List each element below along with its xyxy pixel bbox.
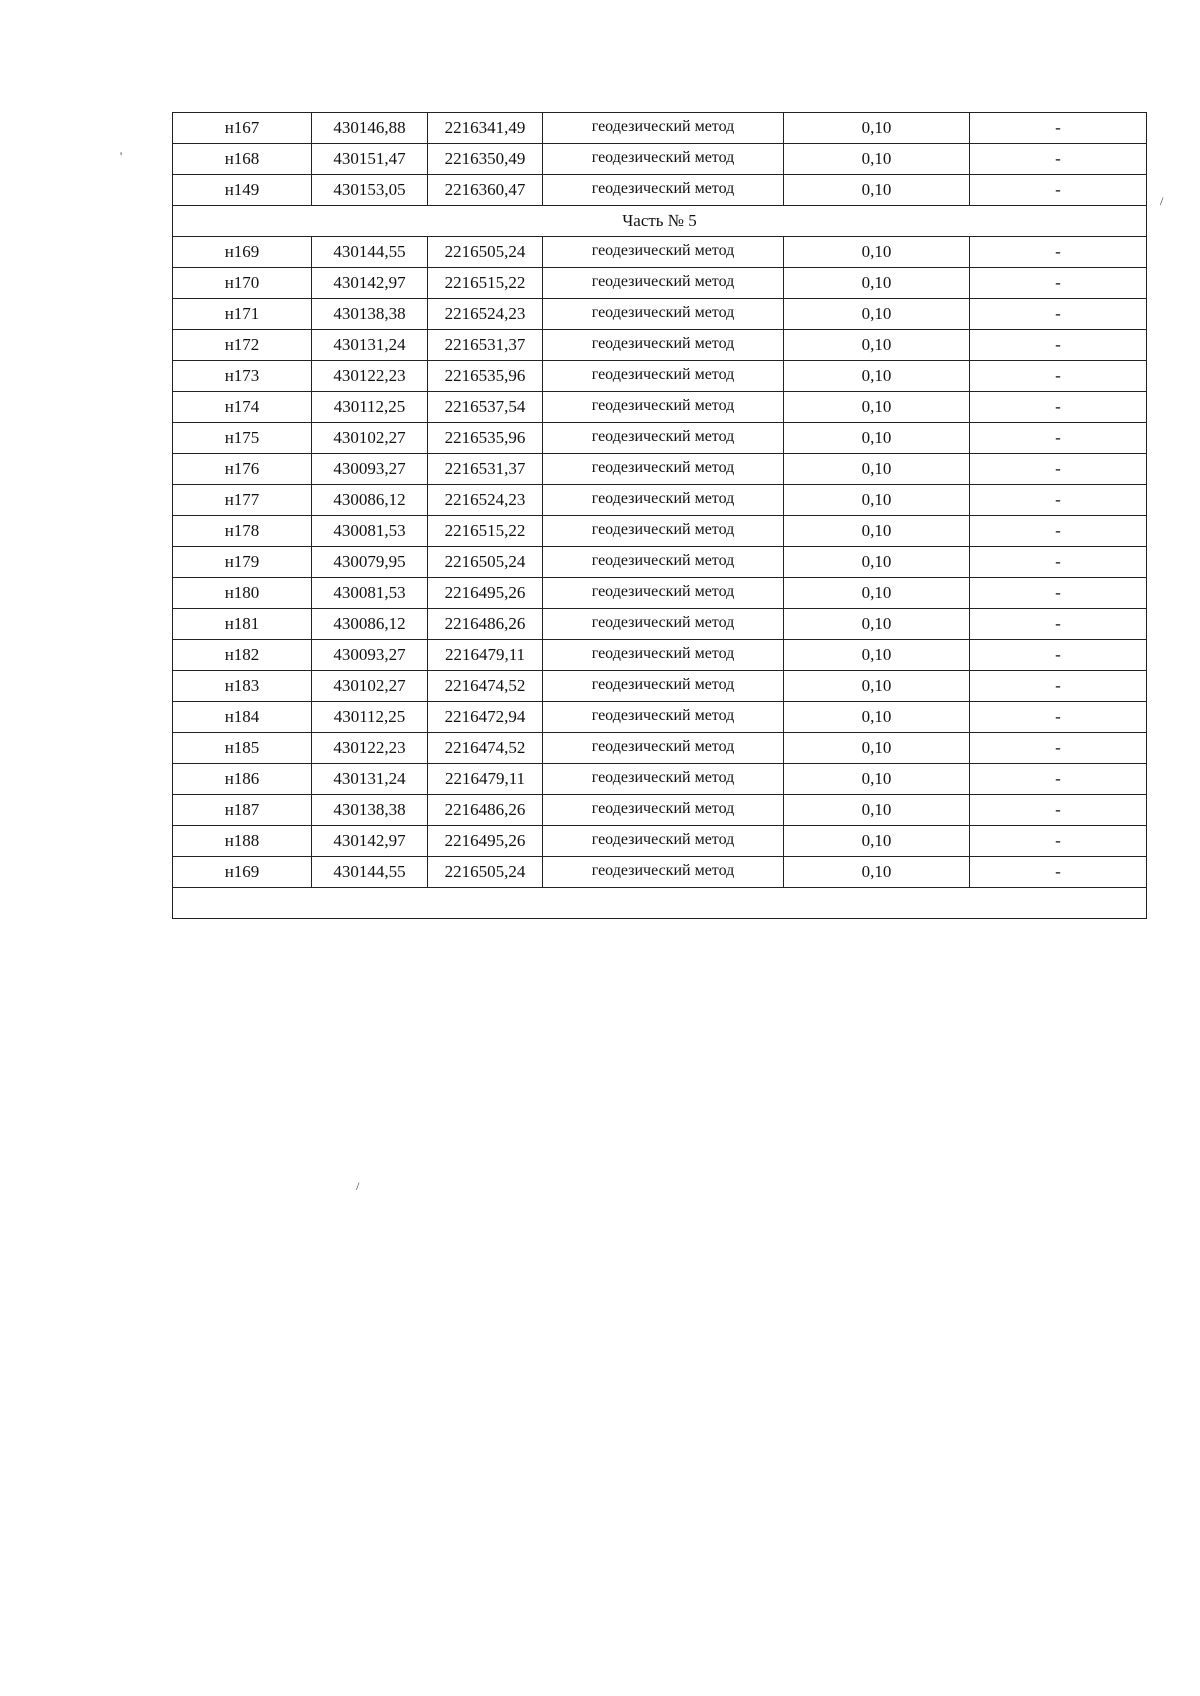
- table-row: [173, 547, 1147, 578]
- y-coordinate-cell: 2216472,94: [428, 702, 543, 733]
- accuracy-cell: 0,10: [784, 144, 970, 175]
- y-coordinate-cell: 2216350,49: [428, 144, 543, 175]
- note-cell: -: [970, 454, 1147, 485]
- point-cell: н149: [173, 175, 312, 206]
- accuracy-cell: 0,10: [784, 547, 970, 578]
- accuracy-cell: 0,10: [784, 795, 970, 826]
- point-cell: н180: [173, 578, 312, 609]
- point-cell: н176: [173, 454, 312, 485]
- note-cell: -: [970, 175, 1147, 206]
- table-body-section: [173, 206, 1147, 237]
- x-coordinate-cell: 430081,53: [312, 516, 428, 547]
- method-cell: геодезический метод: [543, 547, 784, 578]
- table-row: [173, 144, 1147, 175]
- method-cell: геодезический метод: [543, 392, 784, 423]
- coordinates-table: [172, 112, 1147, 919]
- method-cell: геодезический метод: [543, 764, 784, 795]
- table-row: [173, 113, 1147, 144]
- note-cell: -: [970, 733, 1147, 764]
- table-row: [173, 175, 1147, 206]
- y-coordinate-cell: 2216479,11: [428, 640, 543, 671]
- method-cell: геодезический метод: [543, 578, 784, 609]
- note-cell: -: [970, 237, 1147, 268]
- x-coordinate-cell: 430102,27: [312, 423, 428, 454]
- method-cell: геодезический метод: [543, 733, 784, 764]
- point-cell: н167: [173, 113, 312, 144]
- table-row: [173, 237, 1147, 268]
- note-cell: -: [970, 423, 1147, 454]
- accuracy-cell: 0,10: [784, 733, 970, 764]
- note-cell: -: [970, 795, 1147, 826]
- table-row: [173, 330, 1147, 361]
- accuracy-cell: 0,10: [784, 702, 970, 733]
- table-body-top: [173, 113, 1147, 206]
- x-coordinate-cell: 430138,38: [312, 299, 428, 330]
- table-row: [173, 857, 1147, 888]
- table-row: [173, 454, 1147, 485]
- accuracy-cell: 0,10: [784, 392, 970, 423]
- table-row: [173, 392, 1147, 423]
- method-cell: геодезический метод: [543, 268, 784, 299]
- table-row: [173, 733, 1147, 764]
- point-cell: н183: [173, 671, 312, 702]
- accuracy-cell: 0,10: [784, 361, 970, 392]
- note-cell: -: [970, 764, 1147, 795]
- accuracy-cell: 0,10: [784, 609, 970, 640]
- accuracy-cell: 0,10: [784, 485, 970, 516]
- method-cell: геодезический метод: [543, 857, 784, 888]
- table-row: [173, 671, 1147, 702]
- y-coordinate-cell: 2216515,22: [428, 516, 543, 547]
- table-row: [173, 299, 1147, 330]
- y-coordinate-cell: 2216474,52: [428, 671, 543, 702]
- table-row: [173, 826, 1147, 857]
- note-cell: -: [970, 857, 1147, 888]
- x-coordinate-cell: 430086,12: [312, 609, 428, 640]
- table-row: [173, 609, 1147, 640]
- table-row: [173, 578, 1147, 609]
- y-coordinate-cell: 2216495,26: [428, 826, 543, 857]
- point-cell: н184: [173, 702, 312, 733]
- table-row: [173, 764, 1147, 795]
- scan-speck: /: [356, 1179, 360, 1193]
- y-coordinate-cell: 2216505,24: [428, 547, 543, 578]
- point-cell: н175: [173, 423, 312, 454]
- x-coordinate-cell: 430138,38: [312, 795, 428, 826]
- y-coordinate-cell: 2216531,37: [428, 454, 543, 485]
- scan-speck: /: [1160, 194, 1164, 208]
- x-coordinate-cell: 430142,97: [312, 268, 428, 299]
- point-cell: н181: [173, 609, 312, 640]
- note-cell: -: [970, 578, 1147, 609]
- x-coordinate-cell: 430142,97: [312, 826, 428, 857]
- accuracy-cell: 0,10: [784, 640, 970, 671]
- accuracy-cell: 0,10: [784, 299, 970, 330]
- x-coordinate-cell: 430102,27: [312, 671, 428, 702]
- note-cell: -: [970, 144, 1147, 175]
- accuracy-cell: 0,10: [784, 330, 970, 361]
- x-coordinate-cell: 430122,23: [312, 361, 428, 392]
- y-coordinate-cell: 2216537,54: [428, 392, 543, 423]
- x-coordinate-cell: 430081,53: [312, 578, 428, 609]
- accuracy-cell: 0,10: [784, 175, 970, 206]
- method-cell: геодезический метод: [543, 609, 784, 640]
- x-coordinate-cell: 430151,47: [312, 144, 428, 175]
- point-cell: н186: [173, 764, 312, 795]
- note-cell: -: [970, 361, 1147, 392]
- table-row: [173, 516, 1147, 547]
- method-cell: геодезический метод: [543, 485, 784, 516]
- method-cell: геодезический метод: [543, 330, 784, 361]
- table-row: [173, 485, 1147, 516]
- accuracy-cell: 0,10: [784, 764, 970, 795]
- point-cell: н188: [173, 826, 312, 857]
- point-cell: н177: [173, 485, 312, 516]
- method-cell: геодезический метод: [543, 454, 784, 485]
- note-cell: -: [970, 609, 1147, 640]
- y-coordinate-cell: 2216505,24: [428, 237, 543, 268]
- accuracy-cell: 0,10: [784, 237, 970, 268]
- point-cell: н171: [173, 299, 312, 330]
- table-body-part5: [173, 237, 1147, 888]
- method-cell: геодезический метод: [543, 175, 784, 206]
- table-row: [173, 795, 1147, 826]
- x-coordinate-cell: 430112,25: [312, 392, 428, 423]
- point-cell: н179: [173, 547, 312, 578]
- method-cell: геодезический метод: [543, 423, 784, 454]
- method-cell: геодезический метод: [543, 826, 784, 857]
- y-coordinate-cell: 2216515,22: [428, 268, 543, 299]
- x-coordinate-cell: 430144,55: [312, 857, 428, 888]
- x-coordinate-cell: 430146,88: [312, 113, 428, 144]
- y-coordinate-cell: 2216495,26: [428, 578, 543, 609]
- accuracy-cell: 0,10: [784, 578, 970, 609]
- y-coordinate-cell: 2216531,37: [428, 330, 543, 361]
- x-coordinate-cell: 430131,24: [312, 330, 428, 361]
- point-cell: н173: [173, 361, 312, 392]
- point-cell: н187: [173, 795, 312, 826]
- x-coordinate-cell: 430093,27: [312, 454, 428, 485]
- section-title: Часть № 5: [173, 206, 1147, 237]
- y-coordinate-cell: 2216474,52: [428, 733, 543, 764]
- note-cell: -: [970, 485, 1147, 516]
- method-cell: геодезический метод: [543, 361, 784, 392]
- x-coordinate-cell: 430112,25: [312, 702, 428, 733]
- x-coordinate-cell: 430086,12: [312, 485, 428, 516]
- y-coordinate-cell: 2216360,47: [428, 175, 543, 206]
- y-coordinate-cell: 2216535,96: [428, 361, 543, 392]
- accuracy-cell: 0,10: [784, 423, 970, 454]
- accuracy-cell: 0,10: [784, 268, 970, 299]
- y-coordinate-cell: 2216486,26: [428, 609, 543, 640]
- accuracy-cell: 0,10: [784, 113, 970, 144]
- x-coordinate-cell: 430144,55: [312, 237, 428, 268]
- point-cell: н169: [173, 857, 312, 888]
- point-cell: н168: [173, 144, 312, 175]
- y-coordinate-cell: 2216535,96: [428, 423, 543, 454]
- y-coordinate-cell: 2216524,23: [428, 485, 543, 516]
- y-coordinate-cell: 2216524,23: [428, 299, 543, 330]
- point-cell: н182: [173, 640, 312, 671]
- scan-speck: ': [120, 149, 123, 163]
- x-coordinate-cell: 430122,23: [312, 733, 428, 764]
- note-cell: -: [970, 826, 1147, 857]
- method-cell: геодезический метод: [543, 795, 784, 826]
- note-cell: -: [970, 113, 1147, 144]
- point-cell: н172: [173, 330, 312, 361]
- method-cell: геодезический метод: [543, 237, 784, 268]
- note-cell: -: [970, 330, 1147, 361]
- y-coordinate-cell: 2216486,26: [428, 795, 543, 826]
- note-cell: -: [970, 516, 1147, 547]
- method-cell: геодезический метод: [543, 640, 784, 671]
- point-cell: н169: [173, 237, 312, 268]
- point-cell: н170: [173, 268, 312, 299]
- method-cell: геодезический метод: [543, 144, 784, 175]
- accuracy-cell: 0,10: [784, 516, 970, 547]
- note-cell: -: [970, 640, 1147, 671]
- method-cell: геодезический метод: [543, 516, 784, 547]
- point-cell: н178: [173, 516, 312, 547]
- method-cell: геодезический метод: [543, 702, 784, 733]
- empty-cell: [173, 888, 1147, 919]
- table-row: [173, 640, 1147, 671]
- table-body-footer: [173, 888, 1147, 919]
- y-coordinate-cell: 2216341,49: [428, 113, 543, 144]
- x-coordinate-cell: 430079,95: [312, 547, 428, 578]
- accuracy-cell: 0,10: [784, 671, 970, 702]
- method-cell: геодезический метод: [543, 299, 784, 330]
- table-row: [173, 361, 1147, 392]
- note-cell: -: [970, 392, 1147, 423]
- section-header-row: [173, 206, 1147, 237]
- method-cell: геодезический метод: [543, 671, 784, 702]
- note-cell: -: [970, 547, 1147, 578]
- accuracy-cell: 0,10: [784, 454, 970, 485]
- x-coordinate-cell: 430131,24: [312, 764, 428, 795]
- note-cell: -: [970, 702, 1147, 733]
- note-cell: -: [970, 299, 1147, 330]
- method-cell: геодезический метод: [543, 113, 784, 144]
- note-cell: -: [970, 268, 1147, 299]
- y-coordinate-cell: 2216505,24: [428, 857, 543, 888]
- x-coordinate-cell: 430093,27: [312, 640, 428, 671]
- accuracy-cell: 0,10: [784, 826, 970, 857]
- y-coordinate-cell: 2216479,11: [428, 764, 543, 795]
- table-row: [173, 423, 1147, 454]
- x-coordinate-cell: 430153,05: [312, 175, 428, 206]
- empty-row: [173, 888, 1147, 919]
- point-cell: н174: [173, 392, 312, 423]
- note-cell: -: [970, 671, 1147, 702]
- accuracy-cell: 0,10: [784, 857, 970, 888]
- table-row: [173, 702, 1147, 733]
- point-cell: н185: [173, 733, 312, 764]
- table-row: [173, 268, 1147, 299]
